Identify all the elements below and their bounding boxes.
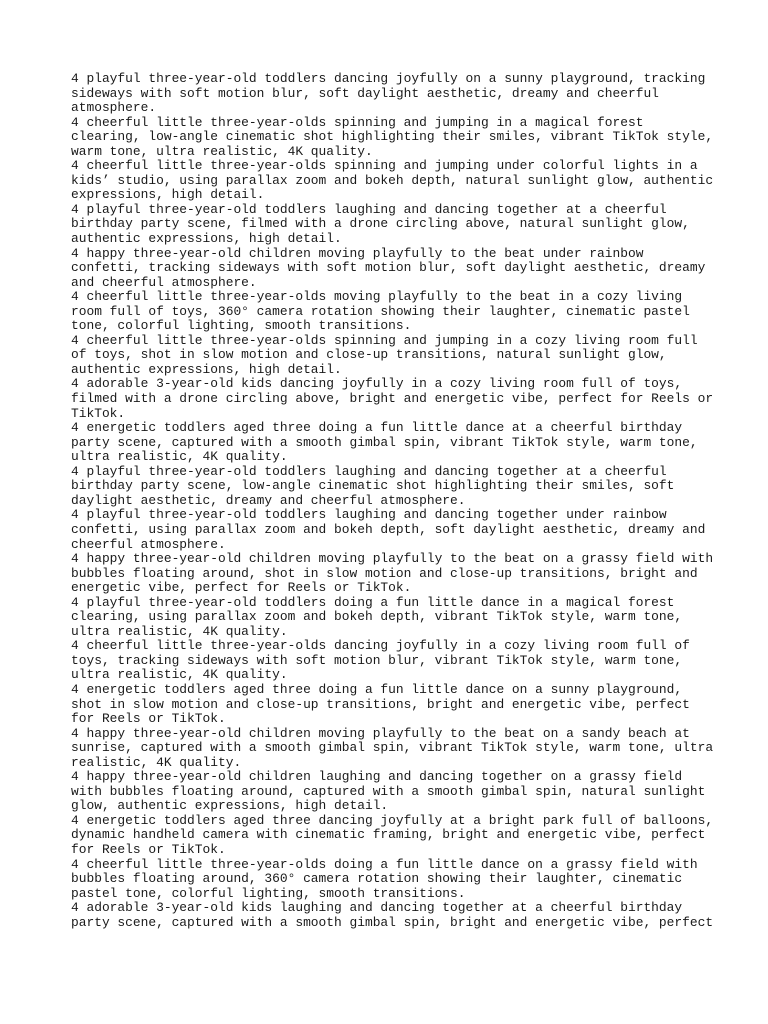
document-line: toys, tracking sideways with soft motion blur, vibrant TikTok style, warm tone, bbox=[71, 652, 683, 668]
document-line: tone, colorful lighting, smooth transitions. bbox=[71, 318, 412, 334]
document-line: cheerful atmosphere. bbox=[71, 536, 226, 552]
document-line: sideways with soft motion blur, soft daylight aesthetic, dreamy and cheerful bbox=[71, 85, 659, 101]
document-line: authentic expressions, high detail. bbox=[71, 361, 342, 377]
document-line: realistic, 4K quality. bbox=[71, 754, 242, 770]
document-line: filmed with a drone circling above, bright and energetic vibe, perfect for Reels or bbox=[71, 391, 714, 407]
document-line: bubbles floating around, 360° camera rotation showing their laughter, cinematic bbox=[71, 871, 683, 887]
document-line: pastel tone, colorful lighting, smooth transitions. bbox=[71, 885, 466, 901]
document-line: party scene, captured with a smooth gimbal spin, vibrant TikTok style, warm tone, bbox=[71, 434, 698, 450]
document-line: 4 adorable 3-year-old kids dancing joyfully in a cozy living room full of toys, bbox=[71, 376, 683, 392]
document-line: 4 playful three-year-old toddlers dancing joyfully on a sunny playground, tracking bbox=[71, 71, 706, 86]
document-line: 4 cheerful little three-year-olds spinning and jumping in a cozy living room full bbox=[71, 332, 698, 348]
document-line: energetic vibe, perfect for Reels or TikTok. bbox=[71, 580, 412, 596]
document-line: expressions, high detail. bbox=[71, 187, 265, 203]
document-line: 4 energetic toddlers aged three doing a fun little dance on a sunny playground, bbox=[71, 681, 683, 697]
document-line: 4 playful three-year-old toddlers doing a fun little dance in a magical forest bbox=[71, 594, 675, 610]
document-line: kids’ studio, using parallax zoom and bokeh depth, natural sunlight glow, authentic bbox=[71, 172, 714, 188]
document-line: 4 playful three-year-old toddlers laughing and dancing together at a cheerful bbox=[71, 201, 667, 217]
document-line: confetti, using parallax zoom and bokeh depth, soft daylight aesthetic, dreamy and bbox=[71, 521, 706, 537]
document-line: daylight aesthetic, dreamy and cheerful atmosphere. bbox=[71, 492, 466, 508]
document-line: 4 happy three-year-old children moving playfully to the beat on a grassy field with bbox=[71, 551, 714, 567]
document-line: with bubbles floating around, captured with a smooth gimbal spin, natural sunlight bbox=[71, 783, 706, 799]
document-line: shot in slow motion and close-up transitions, bright and energetic vibe, perfect bbox=[71, 696, 690, 712]
document-line: of toys, shot in slow motion and close-up transitions, natural sunlight glow, bbox=[71, 347, 667, 363]
document-line: clearing, using parallax zoom and bokeh depth, vibrant TikTok style, warm tone, bbox=[71, 609, 683, 625]
document-line: 4 adorable 3-year-old kids laughing and dancing together at a cheerful birthday bbox=[71, 900, 683, 916]
document-line: clearing, low-angle cinematic shot highlighting their smiles, vibrant TikTok style, bbox=[71, 129, 714, 145]
document-line: bubbles floating around, shot in slow motion and close-up transitions, bright and bbox=[71, 565, 698, 581]
document-line: sunrise, captured with a smooth gimbal spin, vibrant TikTok style, warm tone, ultra bbox=[71, 740, 714, 756]
document-line: party scene, captured with a smooth gimbal spin, bright and energetic vibe, perfect bbox=[71, 914, 714, 930]
document-line: ultra realistic, 4K quality. bbox=[71, 667, 288, 683]
document-line: atmosphere. bbox=[71, 100, 157, 116]
document-line: 4 happy three-year-old children moving playfully to the beat on a sandy beach at bbox=[71, 725, 690, 741]
document-line: 4 playful three-year-old toddlers laughing and dancing together under rainbow bbox=[71, 507, 667, 523]
document-line: 4 cheerful little three-year-olds spinning and jumping in a magical forest bbox=[71, 114, 644, 130]
document-line: 4 cheerful little three-year-olds moving playfully to the beat in a cozy living bbox=[71, 289, 683, 305]
document-line: authentic expressions, high detail. bbox=[71, 231, 342, 247]
document-line: birthday party scene, filmed with a drone circling above, natural sunlight glow, bbox=[71, 216, 690, 232]
document-line: confetti, tracking sideways with soft motion blur, soft daylight aesthetic, dreamy bbox=[71, 260, 706, 276]
document-line: 4 cheerful little three-year-olds doing a fun little dance on a grassy field with bbox=[71, 856, 698, 872]
document-line: 4 energetic toddlers aged three doing a fun little dance at a cheerful birthday bbox=[71, 420, 683, 436]
document-text-body bbox=[71, 71, 714, 930]
document-line: for Reels or TikTok. bbox=[71, 841, 226, 857]
document-line: ultra realistic, 4K quality. bbox=[71, 449, 288, 465]
document-line: 4 energetic toddlers aged three dancing joyfully at a bright park full of balloons, bbox=[71, 812, 714, 828]
document-line: 4 playful three-year-old toddlers laughing and dancing together at a cheerful bbox=[71, 463, 667, 479]
document-line: glow, authentic expressions, high detail. bbox=[71, 798, 389, 814]
document-line: 4 happy three-year-old children laughing and dancing together on a grassy field bbox=[71, 769, 683, 785]
document-line: 4 cheerful little three-year-olds dancing joyfully in a cozy living room full of bbox=[71, 638, 690, 654]
document-line: and cheerful atmosphere. bbox=[71, 274, 257, 290]
document-line: for Reels or TikTok. bbox=[71, 711, 226, 727]
document-line: room full of toys, 360° camera rotation showing their laughter, cinematic pastel bbox=[71, 303, 690, 319]
document-line: 4 happy three-year-old children moving playfully to the beat under rainbow bbox=[71, 245, 644, 261]
document-line: TikTok. bbox=[71, 405, 126, 421]
document-line: 4 cheerful little three-year-olds spinning and jumping under colorful lights in a bbox=[71, 158, 698, 174]
document-line: dynamic handheld camera with cinematic framing, bright and energetic vibe, perfect bbox=[71, 827, 706, 843]
document-line: warm tone, ultra realistic, 4K quality. bbox=[71, 143, 373, 159]
document-line: ultra realistic, 4K quality. bbox=[71, 623, 288, 639]
document-line: birthday party scene, low-angle cinematic shot highlighting their smiles, soft bbox=[71, 478, 675, 494]
